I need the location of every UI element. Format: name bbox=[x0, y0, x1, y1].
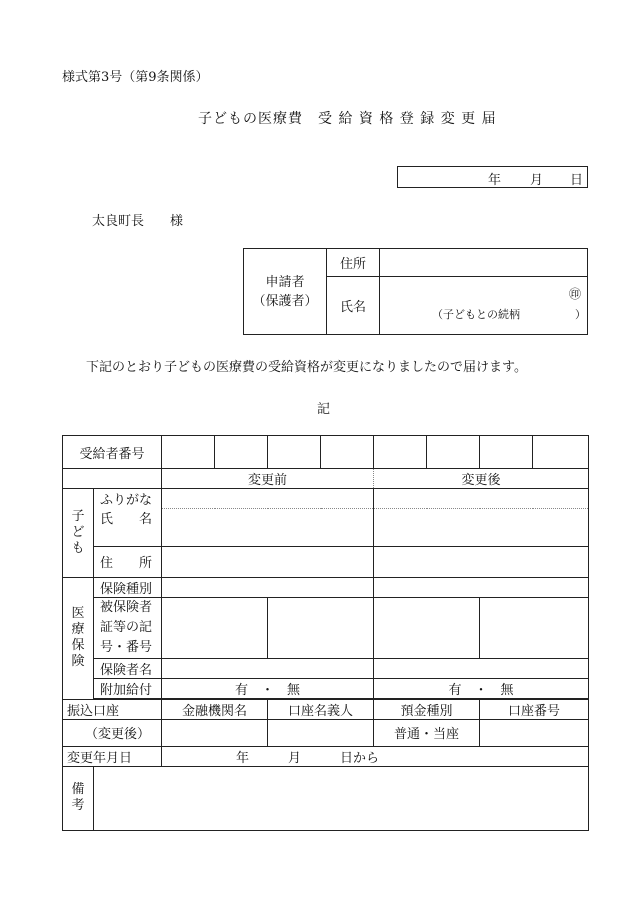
child-address-label: 住 所 bbox=[94, 546, 162, 577]
change-date-label: 変更年月日 bbox=[63, 746, 162, 766]
account-holder-input[interactable] bbox=[268, 719, 374, 746]
recipient-digit[interactable] bbox=[427, 436, 480, 469]
child-label bbox=[63, 489, 94, 578]
child-name-label: 氏 名 bbox=[94, 508, 162, 546]
furigana-label: ふりがな bbox=[94, 489, 162, 509]
applicant-role-sub: （保護者） bbox=[252, 293, 318, 309]
deposit-type-choice[interactable]: 普通・当座 bbox=[374, 719, 480, 746]
deposit-type-header: 預金種別 bbox=[374, 699, 480, 719]
insured-number-line: 号・番号 bbox=[100, 639, 153, 655]
insured-number-line: 証等の記 bbox=[100, 619, 153, 635]
applicant-role-cell bbox=[244, 249, 327, 335]
child-address-after-input[interactable] bbox=[374, 546, 589, 577]
child-name-before-input[interactable] bbox=[162, 508, 374, 546]
recipient-digit[interactable] bbox=[321, 436, 374, 469]
insured-number-label bbox=[94, 597, 162, 658]
insurance-type-label: 保険種別 bbox=[94, 577, 162, 597]
account-number-input[interactable] bbox=[480, 719, 589, 746]
after-header: 変更後 bbox=[374, 469, 589, 489]
furigana-before-input[interactable] bbox=[162, 489, 374, 509]
remarks-input[interactable] bbox=[94, 766, 589, 830]
insurance-label bbox=[63, 577, 94, 699]
statement: 下記のとおり子どもの医療費の受給資格が変更になりましたので届けます。 bbox=[86, 360, 527, 375]
remarks-label-text: 備考 bbox=[71, 782, 85, 813]
insurer-name-before-input[interactable] bbox=[162, 658, 374, 678]
benefit-before-choice[interactable]: 有 ・ 無 bbox=[162, 678, 374, 698]
insurer-name-label: 保険者名 bbox=[94, 658, 162, 678]
applicant-role: 申請者 bbox=[265, 274, 305, 290]
date-month-label: 月 bbox=[530, 173, 544, 188]
child-name-after-input[interactable] bbox=[374, 508, 589, 546]
insurance-label-text: 医療保険 bbox=[71, 606, 85, 669]
bank-name-input[interactable] bbox=[162, 719, 268, 746]
insured-symbol-after-input[interactable] bbox=[374, 597, 480, 658]
benefit-after-choice[interactable]: 有 ・ 無 bbox=[374, 678, 589, 698]
recipient-digit[interactable] bbox=[374, 436, 427, 469]
date-day-label: 日 bbox=[570, 173, 584, 188]
recipient-digit[interactable] bbox=[480, 436, 533, 469]
child-label-text: 子ども bbox=[71, 508, 85, 556]
after-change-label: （変更後） bbox=[63, 719, 162, 746]
addressee: 太良町長 様 bbox=[92, 214, 184, 229]
date-year-label: 年 bbox=[488, 173, 502, 188]
applicant-table bbox=[243, 248, 588, 335]
insured-number-before-input[interactable] bbox=[268, 597, 374, 658]
form-number: 様式第3号（第9条関係） bbox=[62, 70, 209, 85]
recipient-digit[interactable] bbox=[268, 436, 321, 469]
insured-number-after-input[interactable] bbox=[480, 597, 589, 658]
change-date-input[interactable]: 年 月 日から bbox=[162, 746, 589, 766]
insurance-type-after-input[interactable] bbox=[374, 577, 589, 597]
blank-header bbox=[63, 469, 162, 489]
seal-mark: ㊞ bbox=[568, 287, 581, 301]
insured-number-line: 被保険者 bbox=[100, 599, 153, 615]
name-label: 氏名 bbox=[327, 277, 380, 335]
transfer-account-label: 振込口座 bbox=[63, 699, 162, 719]
remarks-label bbox=[63, 766, 94, 830]
insurer-name-after-input[interactable] bbox=[374, 658, 589, 678]
recipient-number-label: 受給者番号 bbox=[63, 436, 162, 469]
insured-symbol-before-input[interactable] bbox=[162, 597, 268, 658]
main-table bbox=[62, 435, 589, 831]
address-label: 住所 bbox=[327, 249, 380, 277]
before-header: 変更前 bbox=[162, 469, 374, 489]
recipient-digit[interactable] bbox=[215, 436, 268, 469]
child-address-before-input[interactable] bbox=[162, 546, 374, 577]
account-number-header: 口座番号 bbox=[480, 699, 589, 719]
address-input[interactable] bbox=[380, 249, 588, 277]
relation-note: （子どもとの続柄 ） bbox=[432, 308, 586, 321]
ki-label: 記 bbox=[317, 402, 331, 417]
account-holder-header: 口座名義人 bbox=[268, 699, 374, 719]
recipient-digit[interactable] bbox=[162, 436, 215, 469]
recipient-digit[interactable] bbox=[533, 436, 589, 469]
furigana-after-input[interactable] bbox=[374, 489, 589, 509]
name-input[interactable] bbox=[380, 277, 588, 335]
insurance-type-before-input[interactable] bbox=[162, 577, 374, 597]
form-title: 子どもの医療費 受 給 資 格 登 録 変 更 届 bbox=[198, 111, 497, 127]
additional-benefit-label: 附加給付 bbox=[94, 678, 162, 698]
date-field[interactable] bbox=[397, 166, 588, 188]
bank-name-header: 金融機関名 bbox=[162, 699, 268, 719]
